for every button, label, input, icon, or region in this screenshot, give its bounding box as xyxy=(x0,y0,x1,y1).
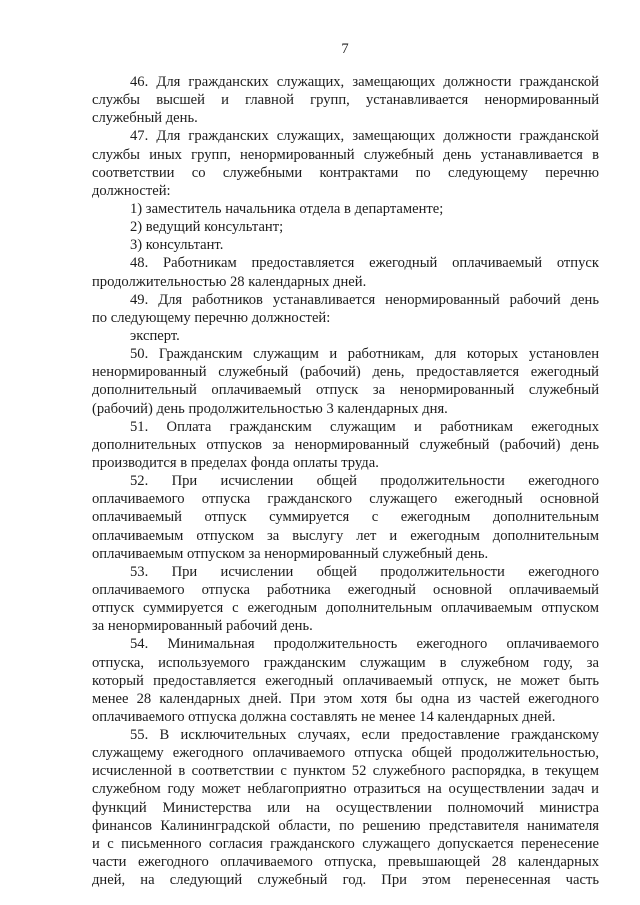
paragraph-p54 xyxy=(92,635,599,726)
text-line: 47. Для гражданских служащих, замещающих должности гражданской xyxy=(130,128,599,145)
text-line: дней, на следующий служебный год. При этом перенесенная часть xyxy=(92,872,599,889)
paragraph-p51 xyxy=(92,418,599,472)
text-line: части ежегодного оплачиваемого отпуска, превышающей 28 календарных xyxy=(92,854,599,871)
paragraph-p46 xyxy=(92,73,599,127)
page-number: 7 xyxy=(341,41,349,57)
text-line: 51. Оплата гражданским служащим и работникам ежегодных xyxy=(130,418,599,435)
paragraph-p53 xyxy=(92,563,599,636)
text-line: оплачиваемый отпуск суммируется с ежегодным дополнительным xyxy=(92,509,599,526)
paragraph-p49 xyxy=(92,291,599,327)
list-item: 3) консультант. xyxy=(130,237,224,254)
text-line: оплачиваемого отпуска работника ежегодный основной оплачиваемый xyxy=(92,581,599,598)
list-block xyxy=(92,327,599,345)
paragraph-p50 xyxy=(92,345,599,418)
text-line: службы высшей и главной групп, устанавливается ненормированный xyxy=(92,92,599,109)
paragraph-p55 xyxy=(92,726,599,889)
text-line: и с письменного согласия гражданского служащего допускается перенесение xyxy=(92,835,599,852)
text-line: 50. Гражданским служащим и работникам, для которых установлен xyxy=(130,346,599,363)
text-line: служебном году может неблагоприятно отразиться на осуществлении задач и xyxy=(92,781,599,798)
text-line: соответствии со служебными контрактами по следующему перечню xyxy=(92,164,599,181)
text-line: служащему ежегодного оплачиваемого отпуска общей продолжительностью, xyxy=(92,745,599,762)
text-line: 46. Для гражданских служащих, замещающих должности гражданской xyxy=(130,74,599,90)
text-line: по следующему перечню должностей: xyxy=(92,309,331,326)
text-line: за ненормированный рабочий день. xyxy=(92,618,313,635)
text-line: оплачиваемого отпуска должна составлять не менее 14 календарных дней. xyxy=(92,708,556,725)
list-item: 1) заместитель начальника отдела в департаменте; xyxy=(130,200,444,217)
text-line: оплачиваемым отпуском за ненормированный служебный день. xyxy=(92,545,489,562)
text-line: продолжительностью 28 календарных дней. xyxy=(92,273,367,290)
paragraph-p52 xyxy=(92,472,599,563)
paragraph-p48 xyxy=(92,254,599,290)
text-line: 49. Для работников устанавливается ненормированный рабочий день xyxy=(130,291,599,308)
text-line: 54. Минимальная продолжительность ежегодного оплачиваемого xyxy=(130,636,599,653)
list-item: 2) ведущий консультант; xyxy=(130,219,284,236)
paragraph-p47 xyxy=(92,127,599,200)
text-line: (рабочий) день продолжительностью 3 календарных дня. xyxy=(92,400,448,417)
text-line: 55. В исключительных случаях, если предоставление гражданскому xyxy=(130,727,599,744)
text-line: 53. При исчислении общей продолжительности ежегодного xyxy=(130,563,599,580)
text-line: менее 28 календарных дней. При этом хотя бы одна из частей ежегодного xyxy=(92,690,599,707)
text-line: службы иных групп, ненормированный служебный день устанавливается в xyxy=(92,146,599,163)
text-line: оплачиваемым отпуском за выслугу лет и ежегодным дополнительным xyxy=(92,527,599,544)
text-line: отпуска, используемого гражданским служащим в служебном году, за xyxy=(92,654,599,671)
text-line: дополнительный оплачиваемый отпуск за ненормированный служебный xyxy=(92,382,599,399)
text-line: финансов Калининградской области, по решению представителя нанимателя xyxy=(92,817,599,834)
text-line: 48. Работникам предоставляется ежегодный оплачиваемый отпуск xyxy=(130,255,599,272)
text-line: который предоставляется ежегодный оплачиваемый отпуск, не может быть xyxy=(92,672,599,689)
text-line: служебный день. xyxy=(92,110,198,127)
list-item: эксперт. xyxy=(130,327,180,344)
text-line: оплачиваемого отпуска гражданского служащего ежегодный основной xyxy=(92,491,599,508)
text-line: ненормированный служебный (рабочий) день, предоставляется ежегодный xyxy=(92,364,599,381)
text-line: должностей: xyxy=(92,182,171,199)
text-line: 52. При исчислении общей продолжительности ежегодного xyxy=(130,473,599,490)
text-line: производится в пределах фонда оплаты труда. xyxy=(92,454,379,471)
text-line: дополнительных отпусков за ненормированный служебный (рабочий) день xyxy=(92,436,599,453)
document-body xyxy=(92,73,599,889)
text-line: отпуск суммируется с ежегодным дополнительным оплачиваемым отпуском xyxy=(92,600,599,617)
text-line: функций Министерства или на осуществлении полномочий министра xyxy=(92,799,599,816)
text-line: исчисленной в соответствии с пунктом 52 служебного распорядка, в текущем xyxy=(92,763,599,780)
list-block xyxy=(92,200,599,254)
